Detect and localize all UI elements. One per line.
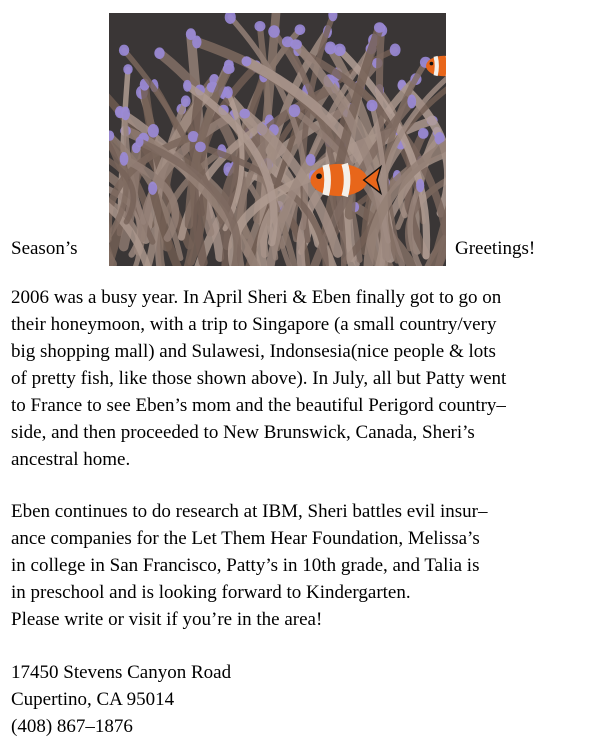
text-line: their honeymoon, with a trip to Singapore (a small country/very	[11, 314, 497, 335]
text-line: side, and then proceeded to New Brunswick, Canada, Sheri’s	[11, 422, 475, 443]
clownfish-photo-icon	[109, 13, 446, 266]
tentacle-tip	[121, 107, 130, 121]
text-line: in preschool and is looking forward to Kindergarten.	[11, 582, 411, 603]
tentacle-tip	[154, 47, 164, 59]
mailing-address	[11, 659, 581, 740]
text-line: Eben continues to do research at IBM, Sheri battles evil insur–	[11, 501, 488, 522]
tentacle-tip	[119, 45, 129, 56]
text-line: 2006 was a busy year. In April Sheri & Eben finally got to go on	[11, 287, 502, 308]
text-line: ance companies for the Let Them Hear Foundation, Melissa’s	[11, 528, 480, 549]
tentacle-tip	[183, 80, 191, 92]
tentacle-tip	[120, 152, 129, 166]
tentacle-tip	[239, 109, 250, 119]
tentacle-tip	[254, 21, 265, 32]
greeting-left: Season’s	[11, 238, 78, 259]
tentacle-tip	[295, 24, 306, 35]
tentacle-tip	[390, 44, 401, 57]
tentacle-tip	[306, 154, 316, 166]
tentacle-tip	[366, 100, 377, 112]
tentacle-tip	[148, 124, 159, 138]
tentacle-tip	[148, 182, 157, 195]
paragraph-year-summary	[11, 284, 581, 473]
tentacle-tip	[334, 44, 346, 56]
tentacle-tip	[192, 36, 201, 49]
tentacle-tip	[181, 95, 191, 107]
text-line: big shopping mall) and Sulawesi, Indonsesia(nice people & lots	[11, 341, 496, 362]
tentacle-tip	[416, 179, 424, 192]
text-line: of pretty fish, like those shown above). In July, all but Patty went	[11, 368, 507, 389]
tentacle-tip	[123, 64, 132, 74]
tentacle-tip	[374, 22, 385, 33]
tentacle-tip	[407, 95, 416, 109]
address-phone: (408) 867–1876	[11, 716, 133, 737]
tentacle-tip	[418, 128, 429, 139]
tentacle-tip	[290, 39, 302, 49]
tentacle-tip	[223, 86, 233, 98]
clownfish-anemone-photo	[109, 13, 446, 266]
tentacle-tip	[195, 142, 206, 152]
paragraph-family-news	[11, 498, 581, 633]
tentacle-tip	[268, 25, 280, 37]
tentacle-tip	[242, 56, 252, 66]
tentacle-tip	[136, 137, 144, 148]
text-line: ancestral home.	[11, 449, 131, 470]
text-line: Please write or visit if you’re in the area!	[11, 609, 323, 630]
text-line: to France to see Eben’s mom and the beautiful Perigord country–	[11, 395, 506, 416]
tentacle-tip	[289, 104, 301, 117]
text-line: in college in San Francisco, Patty’s in 10th grade, and Talia is	[11, 555, 480, 576]
address-street: 17450 Stevens Canyon Road	[11, 662, 232, 683]
address-city: Cupertino, CA 95014	[11, 689, 175, 710]
greeting-right: Greetings!	[455, 238, 536, 259]
tentacle-tip	[223, 64, 235, 74]
